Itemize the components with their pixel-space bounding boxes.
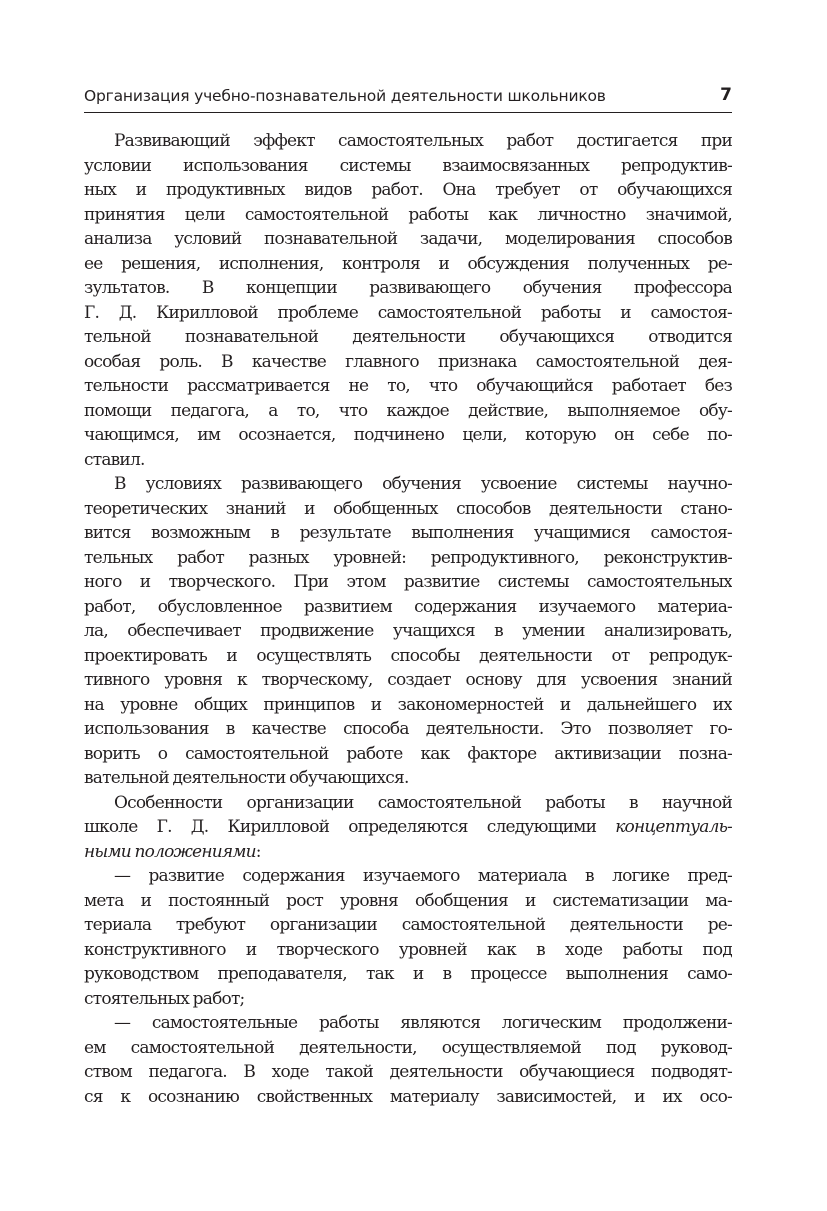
text-line: В условиях развивающего обучения усвоение системы научно- bbox=[114, 474, 732, 494]
text-line: ных и продуктивных видов работ. Она требует от обучающихся bbox=[84, 180, 732, 200]
text-fragment: школе Г. Д. Кирилловой определяются следующими bbox=[84, 817, 616, 837]
text-line: конструктивного и творческого уровней как в ходе работы под bbox=[84, 939, 732, 960]
text-line: ее решения, исполнения, контроля и обсуждения полученных ре- bbox=[84, 253, 732, 274]
text-line: анализа условий познавательной задачи, моделирования способов bbox=[84, 229, 732, 249]
text-line: мета и постоянный рост уровня обобщения и систематизации ма- bbox=[84, 890, 732, 911]
text-line: помощи педагога, а то, что каждое действие, выполняемое обу- bbox=[84, 400, 732, 421]
running-header bbox=[84, 84, 732, 113]
text-fragment: : bbox=[255, 841, 261, 862]
page-number: 7 bbox=[720, 85, 732, 105]
text-line: проектировать и осуществлять способы деятельности от репродук- bbox=[84, 645, 732, 666]
text-line: стоятельных работ; bbox=[84, 988, 245, 1009]
running-title: Организация учебно-познавательной деятельности школьников bbox=[84, 87, 606, 105]
text-line: ставил. bbox=[84, 449, 145, 470]
text-line bbox=[84, 815, 732, 840]
text-line: териала требуют организации самостоятельной деятельности ре- bbox=[84, 915, 732, 935]
text-line: принятия цели самостоятельной работы как личностно значимой, bbox=[84, 204, 732, 225]
text-line: тивного уровня к творческому, создает основу для усвоения знаний bbox=[84, 670, 732, 690]
text-line: зультатов. В концепции развивающего обучения профессора bbox=[84, 278, 732, 298]
text-line: теоретических знаний и обобщенных способов деятельности стано- bbox=[84, 498, 732, 519]
text-line: ством педагога. В ходе такой деятельности обучающиеся подводят- bbox=[84, 1062, 732, 1082]
text-line: условии использования системы взаимосвязанных репродуктив- bbox=[84, 155, 732, 176]
text-line: ся к осознанию свойственных материалу зависимостей, и их осо- bbox=[84, 1086, 732, 1107]
text-line: использования в качестве способа деятельности. Это позволяет го- bbox=[84, 719, 732, 739]
text-line: чающимся, им осознается, подчинено цели, которую он себе по- bbox=[84, 425, 732, 445]
text-line: тельной познавательной деятельности обучающихся отводится bbox=[84, 327, 732, 347]
body-text bbox=[84, 129, 732, 1109]
text-line: ворить о самостоятельной работе как факторе активизации позна- bbox=[84, 743, 732, 764]
text-line: — развитие содержания изучаемого материала в логике пред- bbox=[114, 866, 732, 886]
text-line bbox=[84, 840, 732, 865]
text-line: руководством преподавателя, так и в процессе выполнения само- bbox=[84, 964, 732, 984]
text-line: ного и творческого. При этом развитие системы самостоятельных bbox=[84, 572, 732, 592]
italic-term: концептуаль- bbox=[615, 817, 732, 837]
text-line: тельности рассматривается не то, что обучающийся работает без bbox=[84, 376, 732, 396]
text-line: — самостоятельные работы являются логическим продолжени- bbox=[114, 1013, 732, 1033]
text-line: вательной деятельности обучающихся. bbox=[84, 768, 409, 788]
text-line: работ, обусловленное развитием содержания изучаемого материа- bbox=[84, 596, 732, 617]
text-line: особая роль. В качестве главного признака самостоятельной дея- bbox=[84, 351, 732, 372]
text-line: ла, обеспечивает продвижение учащихся в умении анализировать, bbox=[84, 621, 732, 641]
text-line: Г. Д. Кирилловой проблеме самостоятельной работы и самостоя- bbox=[84, 302, 732, 323]
text-line: на уровне общих принципов и закономерностей и дальнейшего их bbox=[84, 694, 732, 715]
text-line: вится возможным в результате выполнения учащимися самостоя- bbox=[84, 523, 732, 543]
italic-term: ными положениями bbox=[84, 841, 256, 862]
text-line: Развивающий эффект самостоятельных работ достигается при bbox=[114, 131, 732, 151]
text-line: тельных работ разных уровней: репродуктивного, реконструктив- bbox=[84, 547, 732, 568]
text-line: ем самостоятельной деятельности, осуществляемой под руковод- bbox=[84, 1037, 732, 1058]
text-line: Особенности организации самостоятельной работы в научной bbox=[114, 792, 732, 813]
